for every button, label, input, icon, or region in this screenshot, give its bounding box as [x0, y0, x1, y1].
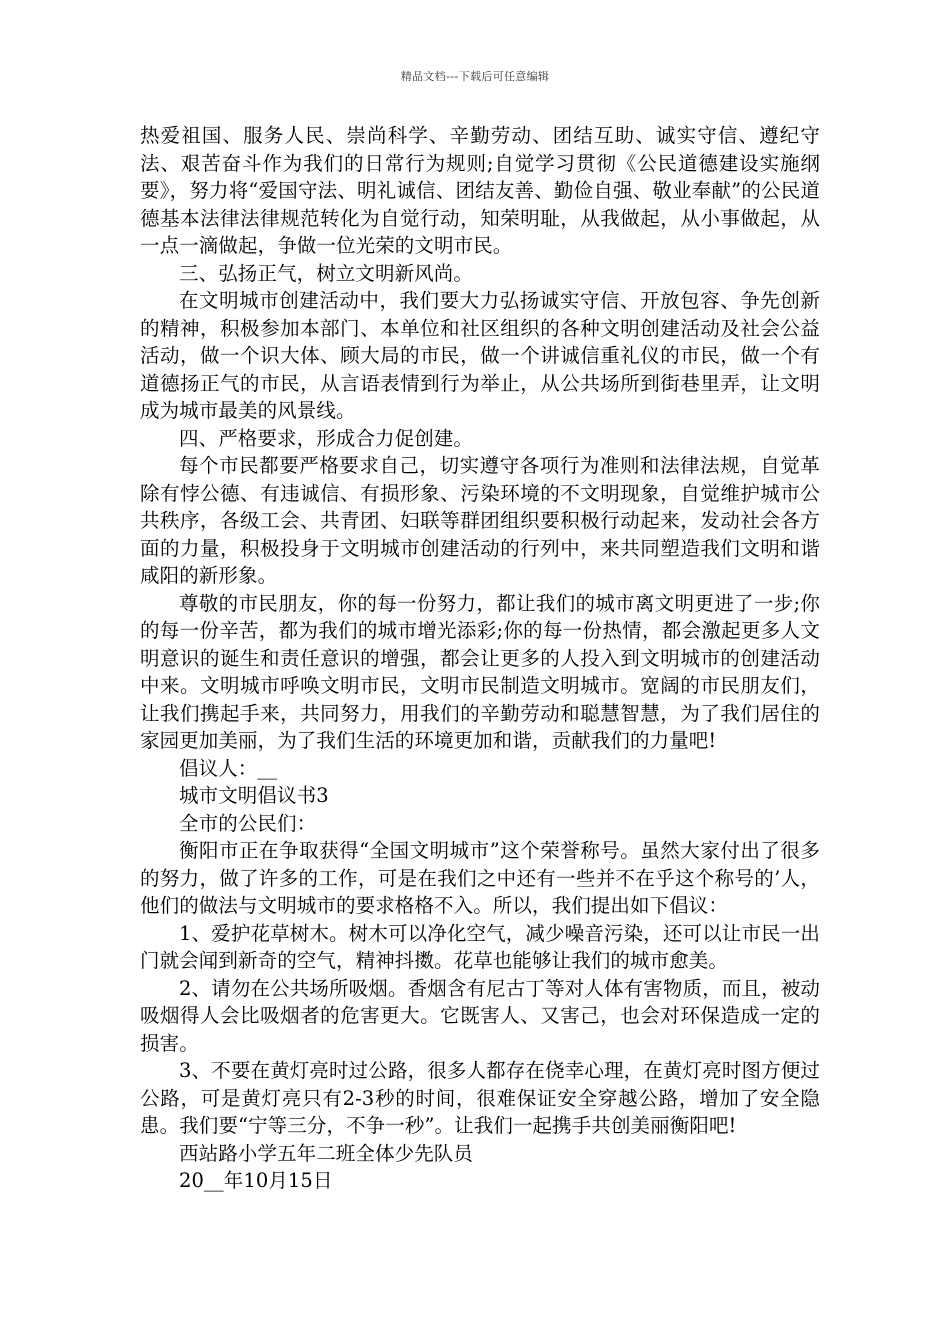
proposal-item-2: 2、请勿在公共场所吸烟。香烟含有尼古丁等对人体有害物质，而且，被动吸烟得人会比吸烟者的危害更大。它既害人、又害己，也会对环保造成一定的损害。	[140, 976, 820, 1055]
page-header: 精品文档---下载后可任意编辑	[400, 70, 550, 83]
proposal-item-1: 1、爱护花草树木。树木可以净化空气，减少噪音污染，还可以让市民一出门就会闻到新奇的空气，精神抖擞。花草也能够让我们的城市愈美。	[140, 921, 820, 972]
section-heading-4: 四、严格要求，形成合力促创建。	[179, 426, 474, 450]
paragraph-civic-virtues: 热爱祖国、服务人民、崇尚科学、辛勤劳动、团结互助、诚实守信、遵纪守法、艰苦奋斗作为我们的日常行为规则;自觉学习贯彻《公民道德建设实施纲要》，努力将“爱国守法、明礼诚信、团结友善、勤俭自强、敬业奉献”的公民道德基本法律法律规范转化为自觉行动，知荣明耻，从我做起，从小事做起，从一点一滴做起，争做一位光荣的文明市民。	[140, 124, 820, 257]
signature-initiator: 倡议人：__	[179, 756, 278, 780]
signature-date: 20__年10月15日	[179, 1169, 333, 1192]
paragraph-intro: 衡阳市正在争取获得“全国文明城市”这个荣誉称号。虽然大家付出了很多的努力，做了许多的工作，可是在我们之中还有一些并不在乎这个称号的’人，他们的做法与文明城市的要求格格不入。所以，我们提出如下倡议：	[140, 839, 820, 917]
document-body	[140, 122, 820, 1195]
proposal-item-3: 3、不要在黄灯亮时过公路，很多人都存在侥幸心理，在黄灯亮时图方便过公路，可是黄灯亮只有2-3秒的时间，很难保证安全穿越公路，增加了安全隐患。我们要“宁等三分，不争一秒”。让我们一起携手共创美丽衡阳吧!	[140, 1059, 820, 1137]
salutation: 全市的公民们：	[179, 811, 317, 835]
paragraph-promote-integrity: 在文明城市创建活动中，我们要大力弘扬诚实守信、开放包容、争先创新的精神，积极参加本部门、本单位和社区组织的各种文明创建活动及社会公益活动，做一个识大体、顾大局的市民，做一个讲诚信重礼仪的市民，做一个有道德扬正气的市民，从言语表情到行为举止，从公共场所到街巷里弄，让文明成为城市最美的风景线。	[140, 289, 820, 422]
section-heading-3: 三、弘扬正气，树立文明新风尚。	[179, 261, 474, 285]
signature-author: 西站路小学五年二班全体少先队员	[179, 1141, 474, 1165]
document-title-3: 城市文明倡议书3	[179, 784, 329, 807]
paragraph-appeal: 尊敬的市民朋友，你的每一份努力，都让我们的城市离文明更进了一步;你的每一份辛苦，都为我们的城市增光添彩;你的每一份热情，都会激起更多人文明意识的诞生和责任意识的增强，都会让更多的人投入到文明城市的创建活动中来。文明城市呼唤文明市民，文明市民制造文明城市。宽阔的市民朋友们，让我们携起手来，共同努力，用我们的辛勤劳动和聪慧智慧，为了我们居住的家园更加美丽，为了我们生活的环境更加和谐，贡献我们的力量吧!	[140, 591, 820, 752]
paragraph-strict-requirements: 每个市民都要严格要求自己，切实遵守各项行为准则和法律法规，自觉革除有悖公德、有违诚信、有损形象、污染环境的不文明现象，自觉维护城市公共秩序，各级工会、共青团、妇联等群团组织要积极行动起来，发动社会各方面的力量，积极投身于文明城市创建活动的行列中，来共同塑造我们文明和谐咸阳的新形象。	[140, 454, 820, 587]
